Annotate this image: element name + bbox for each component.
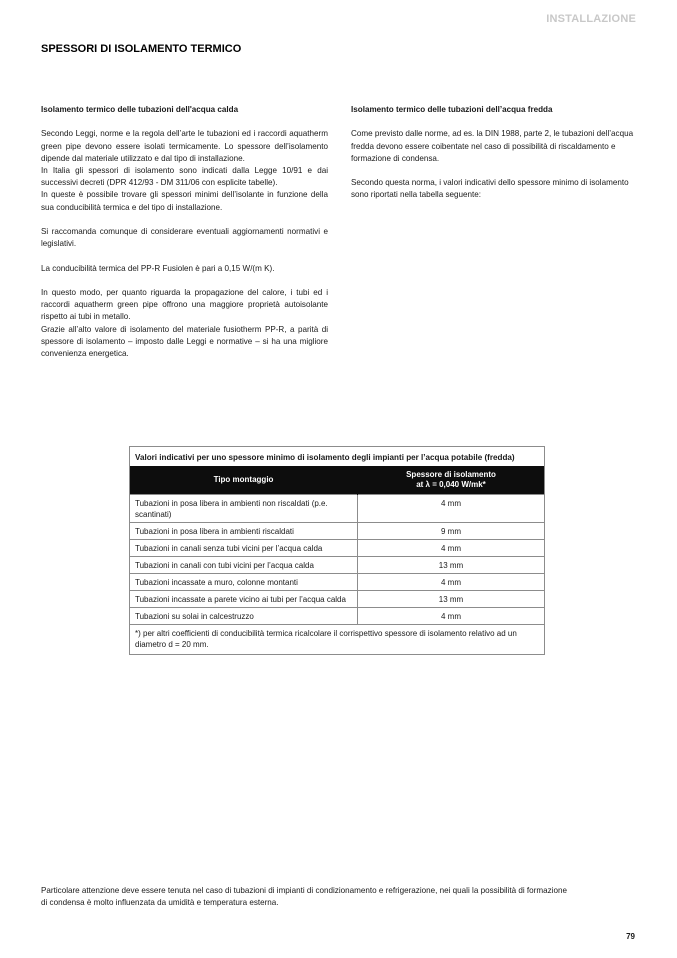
insulation-table: [129, 446, 545, 655]
table-row: [130, 557, 544, 574]
paragraph: In questo modo, per quanto riguarda la propagazione del calore, i tubi ed i raccordi aquatherm green pipe offrono una maggiore proprietà autoisolante rispetto ai tubi in metallo. Grazie all’alto valore di isolamento del materiale fusiotherm PP-R, a parità di spessore di isolamento – imposto dalle Leggi e normative – si ha una migliore convenienza energetica.: [41, 287, 328, 358]
table-caption: Valori indicativi per uno spessore minimo di isolamento degli impianti per l’acqua potabile (fredda): [135, 453, 515, 462]
cell-type: Tubazioni in posa libera in ambienti riscaldati: [130, 523, 358, 540]
column-header-thickness-line2: at λ = 0,040 W/mk*: [416, 480, 486, 489]
table-row: [130, 523, 544, 540]
cell-value: 13 mm: [358, 557, 545, 574]
cell-type: Tubazioni in posa libera in ambienti non riscaldati (p.e. scantinati): [130, 495, 358, 523]
left-column: [41, 104, 328, 372]
bottom-note: Particolare attenzione deve essere tenuta nel caso di tubazioni di impianti di condizionamento e refrigerazione, nei quali la possibilità di formazione di condensa è molto influenzata da umidità e temperatura esterna.: [41, 886, 567, 908]
table-footnote-row: [130, 625, 544, 655]
cell-value: 4 mm: [358, 540, 545, 557]
table-row: [130, 608, 544, 625]
cell-value: 4 mm: [358, 574, 545, 591]
page-number: 79: [626, 932, 635, 941]
paragraph: Si raccomanda comunque di considerare eventuali aggiornamenti normativi e legislativi.: [41, 227, 328, 249]
paragraph: Secondo Leggi, norme e la regola dell’arte le tubazioni ed i raccordi aquatherm green pipe devono essere isolati termicamente. Lo spessore dell’isolamento dipende dal materiale utilizzato e dal tipo di installazione. In Italia gli spessori di isolamento sono indicati dalla Legge 10/91 e dai successivi decreti (DPR 412/93 - DM 311/06 con esplicite tabelle). In queste è possibile trovare gli spessori minimi dell’isolante in funzione della sua conducibilità termica e del tipo di installazione.: [41, 129, 328, 212]
right-column: [351, 104, 638, 214]
cell-type: Tubazioni in canali senza tubi vicini per l’acqua calda: [130, 540, 358, 557]
cell-type: Tubazioni in canali con tubi vicini per l’acqua calda: [130, 557, 358, 574]
cell-value: 4 mm: [358, 495, 545, 523]
table-footnote: *) per altri coefficienti di conducibilità termica ricalcolare il corrispettivo spessore di isolamento relativo ad un diametro d = 20 mm.: [130, 625, 544, 655]
right-column-heading: Isolamento termico delle tubazioni dell’acqua fredda: [351, 105, 553, 114]
paragraph: Secondo questa norma, i valori indicativi dello spessore minimo di isolamento sono riportati nella tabella seguente:: [351, 178, 629, 200]
column-header-type: Tipo montaggio: [130, 466, 358, 495]
table-row: [130, 495, 544, 523]
cell-type: Tubazioni incassate a muro, colonne montanti: [130, 574, 358, 591]
paragraph: Come previsto dalle norme, ad es. la DIN 1988, parte 2, le tubazioni dell’acqua fredda devono essere coibentate nel caso di possibilità di riscaldamento e formazione di condensa.: [351, 129, 634, 163]
paragraph: La conducibilità termica del PP-R Fusiolen è pari a 0,15 W/(m K).: [41, 263, 275, 273]
table-row: [130, 540, 544, 557]
cell-type: Tubazioni su solai in calcestruzzo: [130, 608, 358, 625]
cell-value: 13 mm: [358, 591, 545, 608]
left-column-heading: Isolamento termico delle tubazioni dell'acqua calda: [41, 105, 239, 114]
table-row: [130, 574, 544, 591]
section-label: INSTALLAZIONE: [546, 13, 636, 25]
cell-value: 4 mm: [358, 608, 545, 625]
table-row: [130, 591, 544, 608]
column-header-thickness: [358, 466, 545, 495]
cell-type: Tubazioni incassate a parete vicino ai tubi per l’acqua calda: [130, 591, 358, 608]
column-header-thickness-line1: Spessore di isolamento: [406, 470, 496, 479]
cell-value: 9 mm: [358, 523, 545, 540]
page-title: SPESSORI DI ISOLAMENTO TERMICO: [41, 43, 242, 55]
